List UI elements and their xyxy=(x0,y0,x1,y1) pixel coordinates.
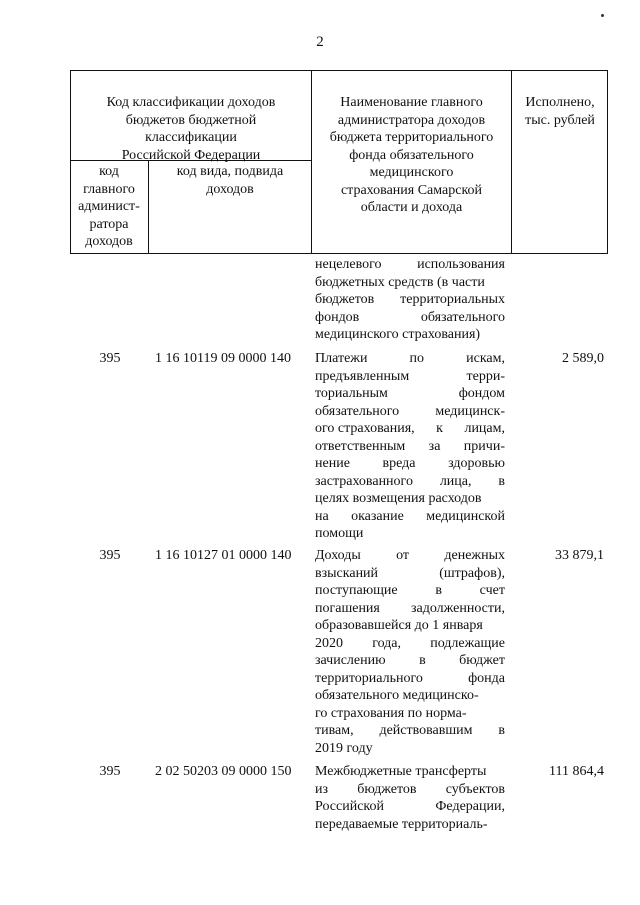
text-word: го страхования по норма- xyxy=(315,705,467,721)
text-word: медицинского страхования) xyxy=(315,327,481,342)
text-word: из xyxy=(315,781,329,797)
text-word: денежных xyxy=(444,548,505,563)
text-word: ого страхования, xyxy=(315,421,415,436)
text-word: в xyxy=(498,723,505,738)
text-word: оказание xyxy=(351,508,404,524)
text-word: фондов xyxy=(315,309,360,325)
header-amount: Исполнено, тыс. рублей xyxy=(525,95,595,128)
text-line xyxy=(315,687,505,705)
text-word: погашения xyxy=(315,600,380,616)
amount-cell: 111 864,4 xyxy=(549,764,604,779)
income-code-cell: 1 16 10127 01 0000 140 xyxy=(155,548,292,563)
text-word: территориальных xyxy=(400,292,505,307)
text-word: бюджетов xyxy=(315,292,375,307)
text-line xyxy=(315,291,505,309)
text-line xyxy=(315,600,505,618)
text-line xyxy=(315,420,505,438)
text-line xyxy=(315,582,505,600)
text-line xyxy=(315,525,505,543)
text-word: действовавшим xyxy=(379,723,473,738)
text-word: по xyxy=(409,351,425,366)
header-income-code: код вида, подвида доходов xyxy=(176,164,284,197)
text-word: Платежи xyxy=(315,351,368,366)
text-line xyxy=(315,547,505,565)
text-word: лица, xyxy=(439,473,472,489)
text-word: бюджетов xyxy=(357,781,417,797)
header-admin-code: код главного админист- ратора доходов xyxy=(78,164,140,249)
text-line xyxy=(315,490,505,508)
text-word: Доходы xyxy=(315,548,361,563)
text-line xyxy=(315,652,505,670)
text-word: поступающие xyxy=(315,583,398,598)
text-word: бюджет xyxy=(459,653,505,668)
text-word: фонда xyxy=(468,670,505,686)
text-word: обязательного xyxy=(420,309,505,325)
income-code-cell: 2 02 50203 09 0000 150 xyxy=(155,764,292,779)
text-word: счет xyxy=(479,583,505,598)
name-cell xyxy=(315,547,505,757)
text-word: обязательного xyxy=(315,403,400,419)
text-line xyxy=(315,798,505,816)
text-word: помощи xyxy=(315,526,364,541)
header-classification: Код классификации доходов бюджетов бюджетной классификации Российской Федерации xyxy=(106,95,276,163)
text-word: бюджетных средств (в части xyxy=(315,274,485,290)
page-number: 2 xyxy=(316,34,324,50)
text-line xyxy=(315,781,505,799)
text-word: в xyxy=(435,583,442,598)
text-word: на xyxy=(315,508,329,524)
text-word: 2019 году xyxy=(315,740,373,756)
text-word: здоровью xyxy=(448,456,505,471)
text-word: искам, xyxy=(466,351,505,366)
admin-code-cell: 395 xyxy=(99,548,121,563)
admin-code-cell: 395 xyxy=(99,351,121,366)
text-word: предъявленным xyxy=(315,368,410,384)
text-word: в xyxy=(498,473,505,489)
text-word: Федерации, xyxy=(435,799,505,814)
text-word: в xyxy=(419,653,426,668)
text-line xyxy=(315,385,505,403)
text-line xyxy=(315,617,505,635)
text-word: субъектов xyxy=(445,781,505,797)
continuation-text xyxy=(315,256,505,344)
text-line xyxy=(315,368,505,386)
text-line xyxy=(315,670,505,688)
scan-dot xyxy=(601,14,604,17)
text-line xyxy=(315,508,505,526)
text-word: Межбюджетные трансферты xyxy=(315,764,487,779)
text-line xyxy=(315,309,505,327)
text-line xyxy=(315,438,505,456)
text-line xyxy=(315,740,505,758)
text-word: 2020 xyxy=(315,635,343,651)
text-word: передаваемые территориаль- xyxy=(315,816,488,832)
text-word: подлежащие xyxy=(430,635,505,651)
text-line xyxy=(315,705,505,723)
text-word: ответственным xyxy=(315,438,406,454)
header-divider xyxy=(311,70,312,254)
header-name: Наименование главного администратора доходов бюджета территориального фонда обязательного медицинского страхования Самарской области и дохода xyxy=(329,95,494,215)
text-word: ториальным xyxy=(315,386,388,401)
text-word: территориального xyxy=(315,670,423,686)
text-line xyxy=(315,350,505,368)
text-word: фондом xyxy=(458,386,505,401)
amount-cell: 2 589,0 xyxy=(562,351,604,366)
text-line xyxy=(315,635,505,653)
text-word: задолженности, xyxy=(410,600,505,616)
name-cell xyxy=(315,763,505,833)
text-line xyxy=(315,256,505,274)
text-word: за xyxy=(428,438,441,454)
name-cell xyxy=(315,350,505,543)
text-word: лицам, xyxy=(464,421,505,436)
text-word: целях возмещения расходов xyxy=(315,491,482,506)
text-line xyxy=(315,473,505,491)
text-word: года, xyxy=(372,635,402,651)
text-word: медицинск- xyxy=(435,403,505,419)
amount-cell: 33 879,1 xyxy=(555,548,604,563)
text-word: (штрафов), xyxy=(439,565,505,581)
text-word: тивам, xyxy=(315,723,354,738)
text-word: медицинской xyxy=(426,508,505,524)
text-word: нение xyxy=(315,456,350,471)
income-code-cell: 1 16 10119 09 0000 140 xyxy=(155,351,291,366)
text-word: к xyxy=(436,421,443,436)
text-word: образовавшейся до 1 января xyxy=(315,618,483,633)
text-word: вреда xyxy=(382,456,416,471)
text-line xyxy=(315,816,505,834)
text-word: нецелевого xyxy=(315,257,382,272)
text-word: зачислению xyxy=(315,653,386,668)
text-word: обязательного медицинско- xyxy=(315,688,479,703)
text-word: терри- xyxy=(466,368,505,384)
text-word: от xyxy=(396,548,410,563)
admin-code-cell: 395 xyxy=(99,764,121,779)
text-line xyxy=(315,455,505,473)
text-line xyxy=(315,274,505,292)
text-line xyxy=(315,763,505,781)
text-line xyxy=(315,565,505,583)
text-line xyxy=(315,403,505,421)
text-word: причи- xyxy=(463,438,505,454)
text-line xyxy=(315,326,505,344)
text-word: застрахованного xyxy=(315,473,413,489)
text-word: использования xyxy=(417,257,505,272)
text-line xyxy=(315,722,505,740)
text-word: взысканий xyxy=(315,565,379,581)
text-word: Российской xyxy=(315,799,384,814)
